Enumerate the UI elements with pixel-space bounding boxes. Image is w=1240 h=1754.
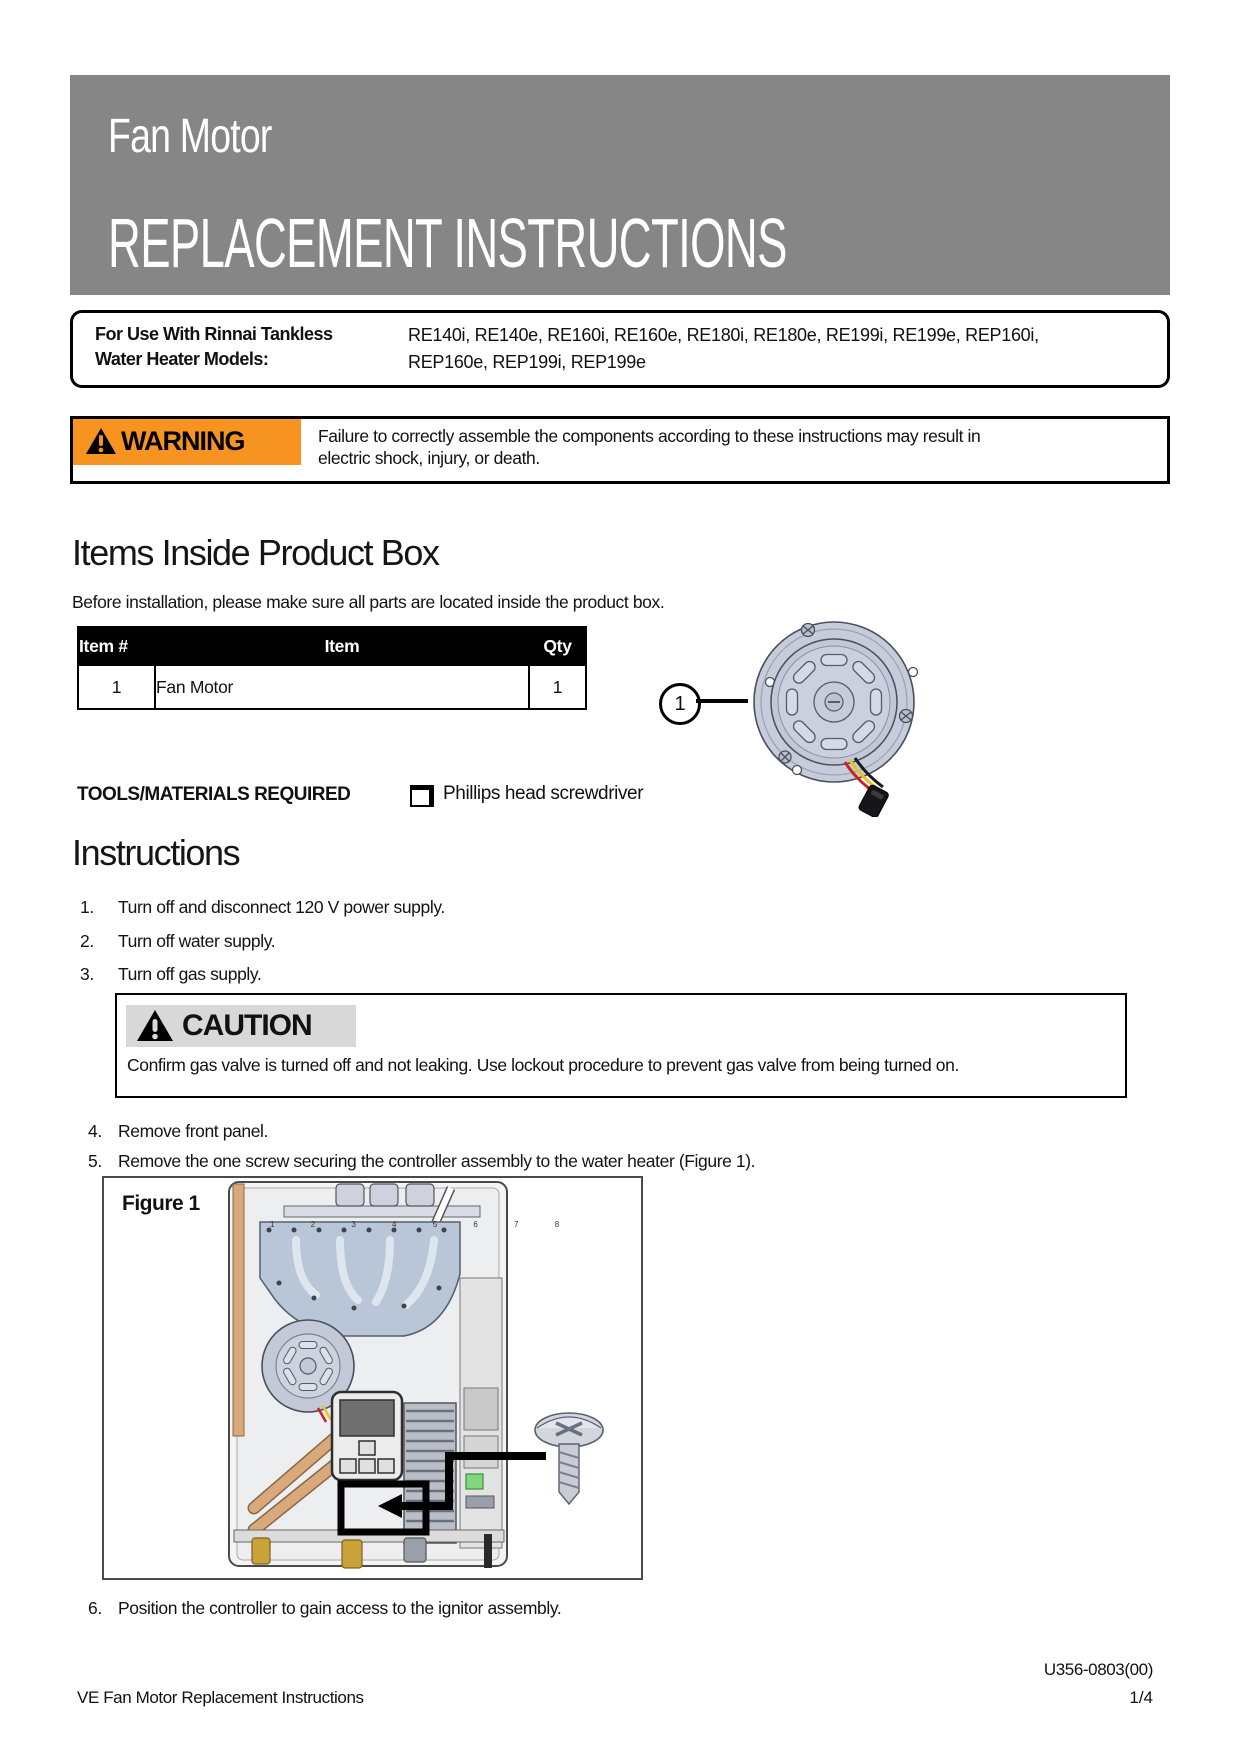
- col-header-qty: Qty: [529, 627, 586, 665]
- models-label-line2: Water Heater Models:: [95, 349, 269, 369]
- tools-item: Phillips head screwdriver: [443, 783, 644, 804]
- step-2-text: Turn off water supply.: [118, 931, 276, 951]
- item-qty-cell: 1: [529, 665, 586, 709]
- step-5-text: Remove the one screw securing the controller assembly to the water heater (Figure 1).: [118, 1151, 756, 1171]
- figure-1-label: Figure 1: [122, 1192, 200, 1215]
- step-3: [80, 964, 261, 985]
- models-label-line1: For Use With Rinnai Tankless: [95, 324, 333, 344]
- items-table: [77, 626, 587, 710]
- step-1: [80, 897, 445, 918]
- item-number-cell: 1: [78, 665, 155, 709]
- step-6-text: Position the controller to gain access to the ignitor assembly.: [118, 1598, 562, 1618]
- step-1-text: Turn off and disconnect 120 V power supply.: [118, 897, 445, 917]
- step-2-number: 2.: [80, 931, 94, 951]
- step-4-text: Remove front panel.: [118, 1121, 268, 1141]
- figure-1: [102, 1176, 643, 1580]
- figure-1-illustration: [104, 1178, 637, 1574]
- callout-1-number: 1: [674, 692, 686, 715]
- warning-banner: [70, 416, 1170, 484]
- caution-triangle-icon: [136, 1009, 174, 1043]
- items-table-header-row: [78, 627, 586, 665]
- plate-numbers: 1 2 3 4 5 6 7 8: [270, 1220, 577, 1229]
- caution-text: Confirm gas valve is turned off and not leaking. Use lockout procedure to prevent gas valve from being turned on.: [127, 1055, 959, 1075]
- footer-title: VE Fan Motor Replacement Instructions: [77, 1688, 364, 1707]
- caution-header: [126, 1005, 356, 1047]
- col-header-item: Item: [155, 627, 529, 665]
- fan-motor-illustration: [745, 612, 940, 817]
- tools-label: TOOLS/MATERIALS REQUIRED: [77, 784, 351, 805]
- step-3-text: Turn off gas supply.: [118, 964, 262, 984]
- warning-text-line1: Failure to correctly assemble the components according to these instructions may result in: [318, 426, 981, 446]
- models-list-line2: REP160e, REP199i, REP199e: [408, 352, 646, 372]
- items-intro: Before installation, please make sure all parts are located inside the product box.: [72, 592, 665, 612]
- step-4: [88, 1121, 268, 1142]
- step-4-number: 4.: [88, 1121, 102, 1141]
- col-header-item-number: Item #: [78, 627, 155, 665]
- models-list-line1: RE140i, RE140e, RE160i, RE160e, RE180i, RE180e, RE199i, RE199e, REP160i,: [408, 325, 1039, 345]
- step-6-number: 6.: [88, 1598, 102, 1618]
- instructions-heading: Instructions: [72, 832, 240, 873]
- step-2: [80, 931, 275, 952]
- models-list: [408, 322, 1039, 376]
- doc-title-line2: REPLACEMENT INSTRUCTIONS: [108, 204, 787, 282]
- caution-box: [115, 993, 1127, 1098]
- warning-triangle-icon: [85, 427, 117, 456]
- step-5: [88, 1151, 755, 1172]
- warning-label: WARNING: [121, 426, 245, 456]
- callout-leader-line: [696, 699, 748, 703]
- item-name-cell: Fan Motor: [155, 665, 529, 709]
- page-number: 1/4: [1129, 1688, 1153, 1707]
- models-box: [70, 310, 1170, 388]
- motor-connector: [858, 784, 890, 817]
- items-heading: Items Inside Product Box: [72, 532, 439, 573]
- callout-1: [659, 683, 701, 725]
- warning-accent-block: [73, 419, 301, 465]
- warning-text-line2: electric shock, injury, or death.: [318, 448, 540, 468]
- document-code: U356-0803(00): [1043, 1660, 1153, 1679]
- step-3-number: 3.: [80, 964, 94, 984]
- caution-label: CAUTION: [182, 1009, 312, 1042]
- checkbox-icon: [410, 785, 434, 807]
- step-6: [88, 1598, 561, 1619]
- table-row: [78, 665, 586, 709]
- step-5-number: 5.: [88, 1151, 102, 1171]
- title-banner: [70, 75, 1170, 295]
- doc-title-line1: Fan Motor: [108, 110, 272, 163]
- step-1-number: 1.: [80, 897, 94, 917]
- warning-text: [318, 425, 980, 469]
- models-label: [95, 322, 333, 372]
